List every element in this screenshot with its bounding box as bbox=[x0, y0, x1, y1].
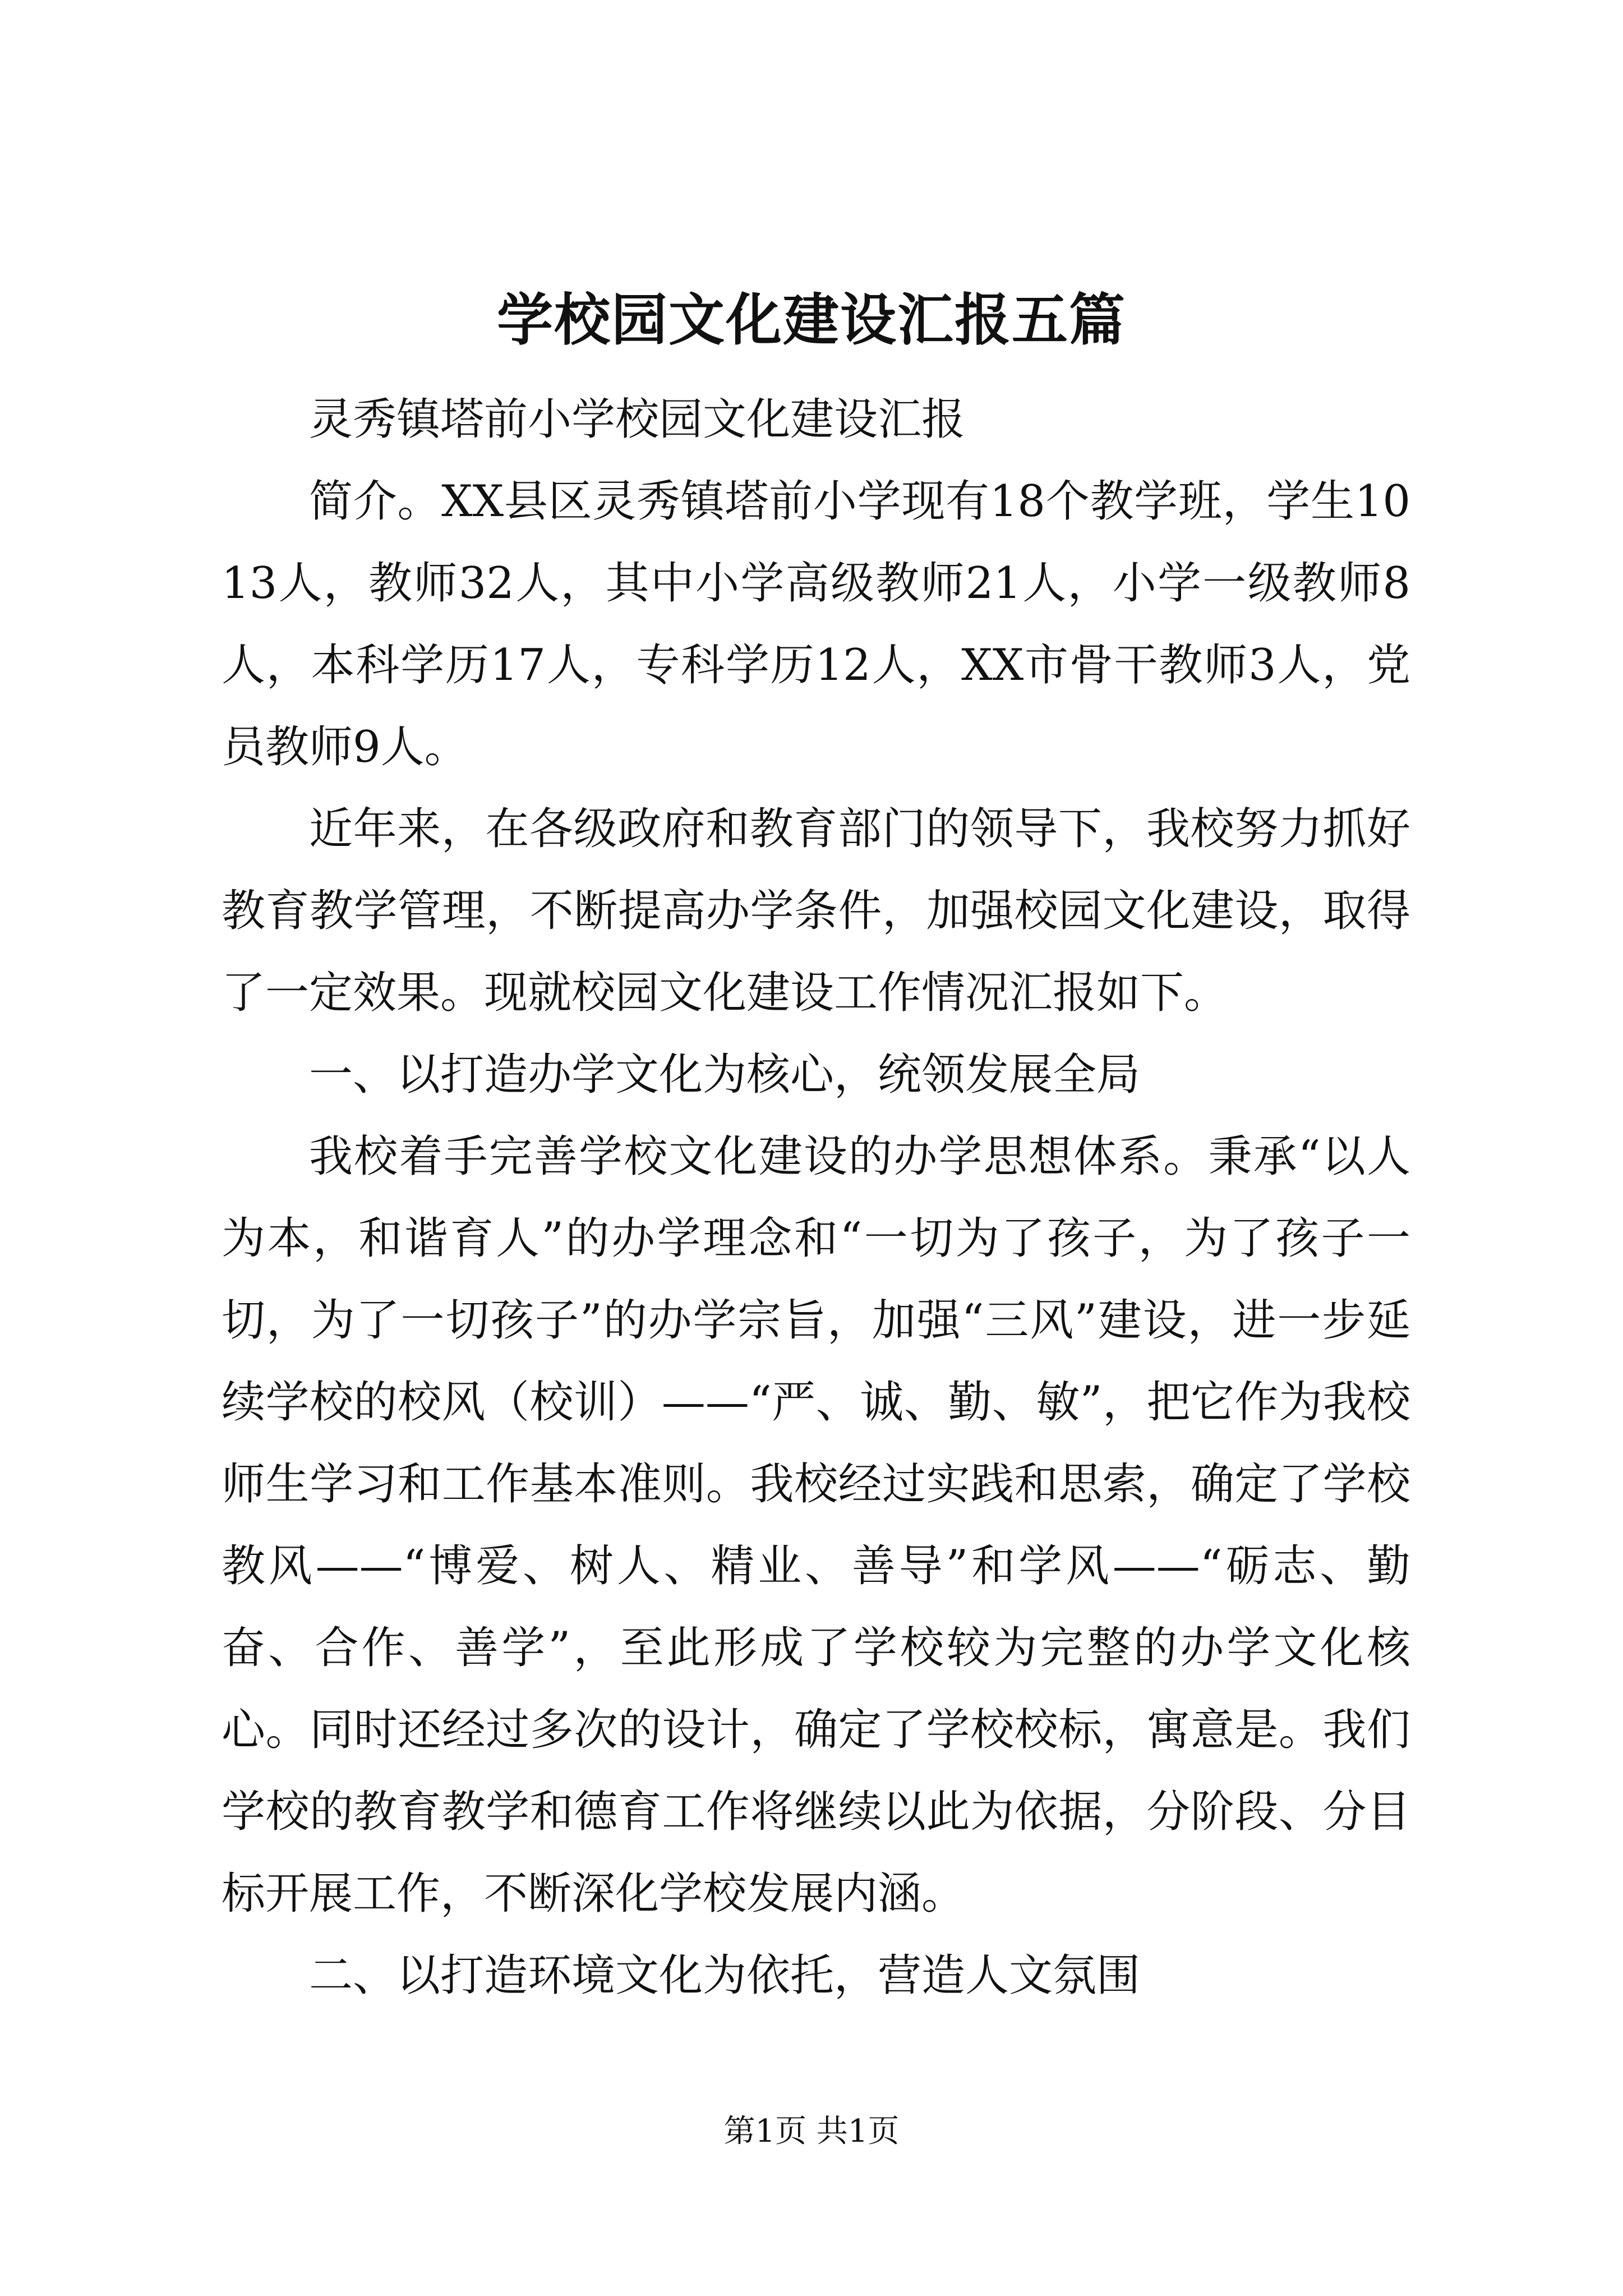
paragraph-introduction: 简介。XX县区灵秀镇塔前小学现有18个教学班，学生1013人，教师32人，其中小学高级教师21人，小学一级教师8人，本科学历17人，专科学历12人，XX市骨干教师3人，党员教师9人。 bbox=[222, 476, 1410, 772]
document-title: 学校园文化建设汇报五篇 bbox=[497, 287, 1126, 353]
page-footer: 第1页 共1页 bbox=[723, 2113, 900, 2150]
section-heading-1: 一、以打造办学文化为核心，统领发展全局 bbox=[309, 1050, 1141, 1100]
paragraph-overview: 近年来，在各级政府和教育部门的领导下，我校努力抓好教育教学管理，不断提高办学条件，加强校园文化建设，取得了一定效果。现就校园文化建设工作情况汇报如下。 bbox=[222, 804, 1410, 1018]
document-body bbox=[222, 379, 1410, 2017]
paragraph-subtitle: 灵秀镇塔前小学校园文化建设汇报 bbox=[309, 394, 966, 445]
paragraph-section-1: 我校着手完善学校文化建设的办学思想体系。秉承“以人为本，和谐育人”的办学理念和“一切为了孩子，为了孩子一切，为了一切孩子”的办学宗旨，加强“三风”建设，进一步延续学校的校风（校训）——“严、诚、勤、敏”，把它作为我校师生学习和工作基本准则。我校经过实践和思索，确定了学校教风——“博爱、树人、精业、善导”和学风——“砺志、勤奋、合作、善学”，至此形成了学校较为完整的办学文化核心。同时还经过多次的设计，确定了学校校标，寓意是。我们学校的教育教学和德育工作将继续以此为依据，分阶段、分目标开展工作，不断深化学校发展内涵。 bbox=[222, 1131, 1410, 1919]
section-heading-2: 二、以打造环境文化为依托，营造人文氛围 bbox=[309, 1950, 1141, 2001]
